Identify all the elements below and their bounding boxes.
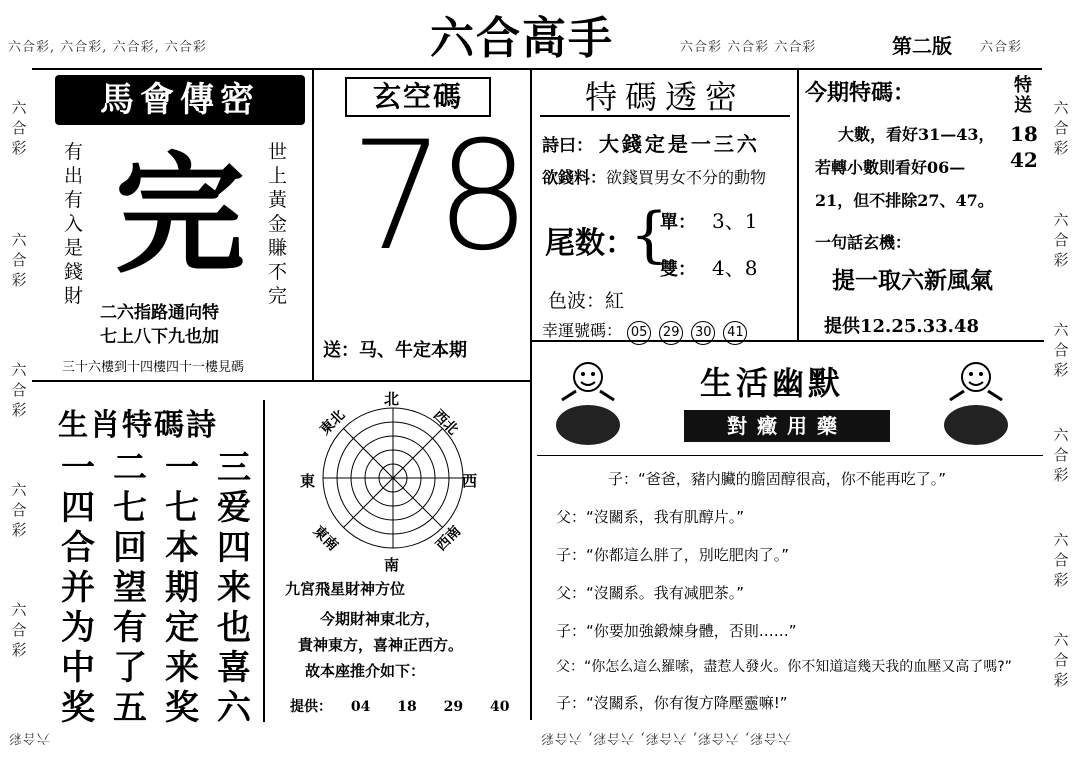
box2-title: 玄空碼	[345, 77, 491, 117]
edge-text-right: 六合彩	[1053, 211, 1069, 269]
box1-left-col: 有出有入是錢財	[64, 141, 84, 307]
box1-big-char: 完	[115, 139, 246, 291]
lucky-number: 41	[723, 321, 747, 345]
poem-char: 回	[113, 528, 147, 568]
box4-provide: 提供12.25.33.48	[824, 316, 979, 337]
poem-char: 为	[61, 608, 95, 648]
box7-title: 生活幽默	[700, 364, 845, 402]
poem-char: 奖	[61, 688, 95, 728]
poem-char: 了	[113, 648, 147, 688]
poem-label: 詩曰：	[542, 136, 593, 156]
edge-text-bottom: 六合彩	[8, 730, 51, 745]
poem-char: 有	[113, 608, 147, 648]
poem-char: 并	[61, 568, 95, 608]
poem-char: 奖	[165, 688, 199, 728]
poem-char: 四	[217, 528, 251, 568]
dir-west: 西	[462, 472, 478, 490]
lucky-number: 05	[627, 321, 651, 345]
edge-text-right: 六合彩	[1053, 99, 1069, 157]
box5-title: 生肖特碼詩	[58, 408, 218, 443]
top-rule	[32, 68, 1042, 70]
box1-footer: 三十六樓到十四樓四十一樓見碼	[62, 360, 245, 375]
poem-char: 爱	[217, 488, 251, 528]
edition-label: 第二版	[892, 34, 952, 58]
box1-line2: 七上八下九也加	[100, 327, 219, 347]
box6-line1: 今期財神東北方，	[320, 610, 441, 628]
poem-char: 中	[61, 648, 95, 688]
box3-material-row: 欲錢料：欲錢買男女不分的動物	[542, 168, 767, 187]
edge-text-left: 六合彩	[11, 231, 27, 289]
box4-line3: 21，但不排除27、47。	[815, 191, 994, 210]
box7-banner: 對癥用藥	[684, 410, 890, 442]
dir-southwest: 西南	[433, 523, 465, 555]
box4-line1: 大數，看好31—43，	[838, 125, 995, 144]
box1-line1: 二六指路通向特	[100, 303, 219, 323]
poem-char: 一	[165, 448, 199, 488]
edge-text-bottom-right: 六合彩, 六合彩, 六合彩, 六合彩, 六合彩	[540, 730, 792, 745]
divider	[263, 400, 265, 722]
joke-line: 父：“沒關系，我有肌醇片。”	[556, 508, 745, 526]
poem-text: 大錢定是一三六	[598, 132, 760, 156]
edge-text-right: 六合彩	[1053, 321, 1069, 379]
dir-northwest: 西北	[429, 407, 461, 439]
box4-special-num: 42	[1010, 148, 1038, 172]
box3-tail-label: 尾数：	[545, 226, 635, 261]
dir-south: 南	[384, 556, 400, 574]
joke-line: 子：“你要加強鍛煉身體，否則……”	[556, 622, 797, 640]
edge-text-top-right: 六合彩 六合彩 六合彩	[680, 40, 817, 55]
edge-text-right: 六合彩	[1053, 531, 1069, 589]
box4-riddle: 提一取六新風氣	[832, 267, 993, 294]
poem-char: 来	[217, 568, 251, 608]
divider	[312, 68, 314, 380]
cartoon-figure-icon	[552, 355, 624, 447]
brace-icon: {	[630, 200, 669, 270]
edge-text-left: 六合彩	[11, 481, 27, 539]
poem-grid	[52, 448, 260, 728]
poem-char: 也	[217, 608, 251, 648]
box2-footer: 送：马、牛定本期	[323, 340, 467, 361]
box6-title: 九宮飛星財神方位	[285, 580, 406, 598]
box6-line2: 貴神東方，喜神正西方。	[298, 636, 464, 654]
box1-right-col: 世上黃金賺不完	[268, 141, 288, 307]
divider	[537, 455, 1043, 456]
dir-north: 北	[384, 390, 400, 408]
dir-east: 東	[300, 472, 316, 490]
poem-char: 定	[165, 608, 199, 648]
poem-char: 六	[217, 688, 251, 728]
poem-char: 来	[165, 648, 199, 688]
box4-title: 今期特碼：	[805, 80, 916, 106]
edge-text-right: 六合彩	[1053, 631, 1069, 689]
poem-char: 四	[61, 488, 95, 528]
edge-text-left: 六合彩	[11, 99, 27, 157]
divider	[530, 68, 532, 720]
box4-special-label: 特送	[1014, 75, 1032, 116]
divider	[32, 380, 532, 382]
tail-double-row: 雙： 4、8	[660, 256, 758, 280]
box3-poem-row	[542, 128, 760, 157]
box3-color-row: 色波：紅	[548, 290, 625, 312]
poem-char: 七	[165, 488, 199, 528]
divider	[797, 68, 799, 340]
poem-char: 合	[61, 528, 95, 568]
box4-riddle-label: 一句話玄機：	[815, 233, 912, 252]
dir-southeast: 東南	[309, 523, 341, 555]
poem-char: 望	[113, 568, 147, 608]
edge-text-top: 六合彩, 六合彩, 六合彩, 六合彩	[8, 40, 207, 55]
edge-text-left: 六合彩	[11, 361, 27, 419]
cartoon-figure-icon	[940, 355, 1012, 447]
edge-text-right: 六合彩	[1053, 426, 1069, 484]
poem-char: 二	[113, 448, 147, 488]
joke-line: 父：“沒關系。我有减肥茶。”	[556, 584, 745, 602]
edge-text-top-far: 六合彩	[980, 40, 1023, 55]
lucky-number: 30	[691, 321, 715, 345]
box6-provide-row: 提供： 04 18 29 40	[290, 699, 510, 715]
poem-char: 本	[165, 528, 199, 568]
poem-char: 五	[113, 688, 147, 728]
lucky-number: 29	[659, 321, 683, 345]
joke-line: 子：“你都這么胖了，別吃肥肉了。”	[556, 546, 790, 564]
box2-number: 78	[350, 110, 521, 284]
box6-line3: 故本座推介如下：	[305, 662, 426, 680]
tail-single-row: 單： 3、1	[660, 209, 758, 233]
poem-char: 喜	[217, 648, 251, 688]
joke-line: 子：“爸爸，豬内臟的膽固醇很高，你不能再吃了。”	[608, 470, 947, 488]
box4-line2: 若轉小數則看好06—	[815, 158, 966, 177]
joke-line: 子：“沒關系，你有復方降壓靈嘛!”	[556, 694, 788, 712]
poem-char: 七	[113, 488, 147, 528]
poem-char: 三	[217, 448, 251, 488]
joke-line: 父：“你怎么這么羅嗦，盡惹人發火。你不知道這幾天我的血壓又高了嗎?”	[556, 659, 1012, 675]
box4-special-num: 18	[1010, 122, 1038, 146]
box3-lucky-row: 幸運號碼： 05 29 30 41	[542, 318, 750, 345]
poem-char: 一	[61, 448, 95, 488]
page-title: 六合高手	[430, 13, 614, 64]
edge-text-left: 六合彩	[11, 601, 27, 659]
box1-banner: 馬會傳密	[55, 75, 305, 125]
box3-title: 特碼透密	[585, 78, 746, 116]
poem-char: 期	[165, 568, 199, 608]
dir-northeast: 東北	[317, 407, 349, 439]
